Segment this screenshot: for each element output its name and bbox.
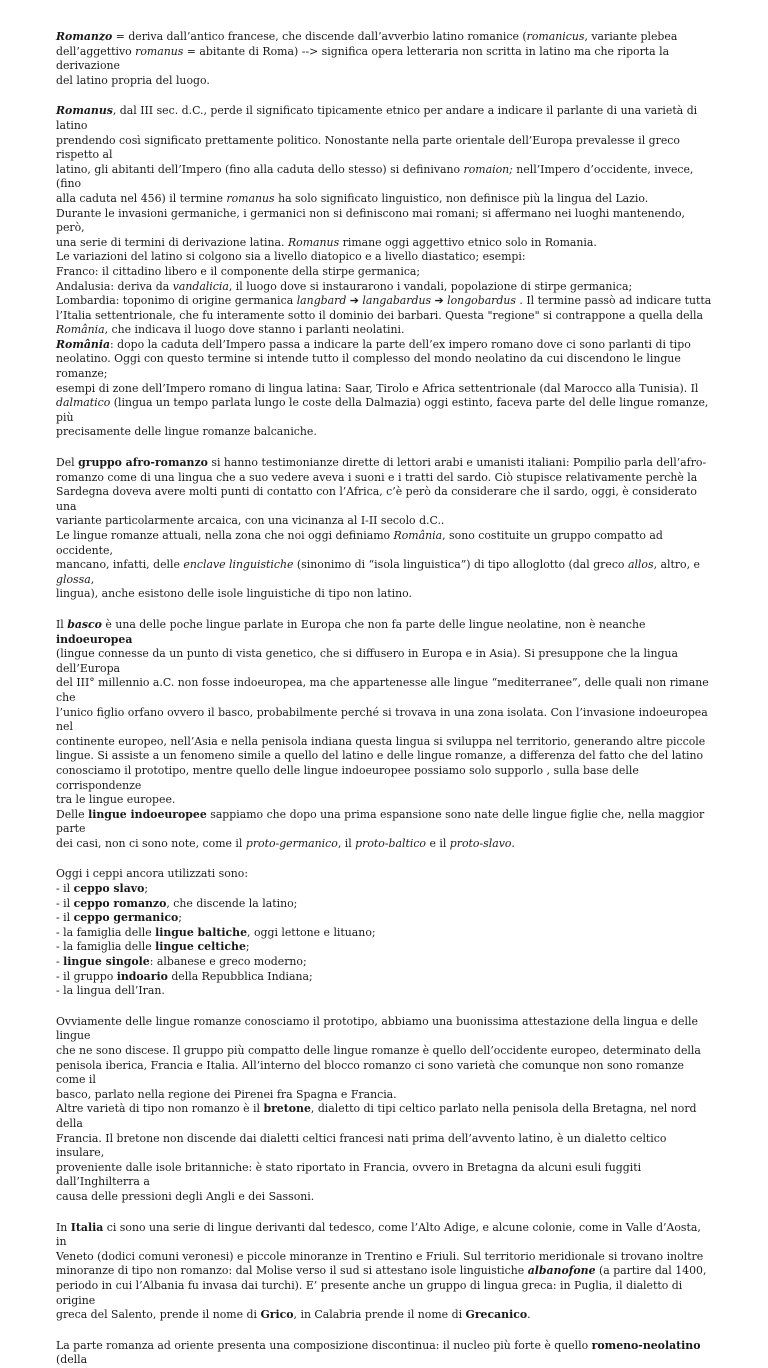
emphasis-text: enclave linguistiche [183,558,294,572]
text-run: nell’Impero d’occidente, invece, (fino [56,162,694,191]
emphasis-text: dalmatico [56,396,111,410]
text-run: causa delle pressioni degli Angli e dei Sassoni. [56,1189,315,1203]
paragraph-romanus [56,104,712,440]
text-run: precisamente delle lingue romanze balcaniche. [56,425,317,439]
text-line [56,749,712,764]
text-run: . [511,836,515,850]
text-run: La parte romanza ad oriente presenta una composizione discontinua: il nucleo più forte è quello [56,1338,592,1352]
emphasis-text: romanus [226,191,275,205]
text-run: Veneto (dodici comuni veronesi) e piccole minoranze in Trentino e Friuli. Sul territorio meridionale si trovano inoltre [56,1249,704,1263]
paragraph-romanzo [56,30,712,88]
text-run: dei casi, non ci sono note, come il [56,836,246,850]
text-run: periodo in cui l’Albania fu invasa dai turchi). E’ presente anche un gruppo di lingua greca: in Puglia, il dialetto di origine [56,1278,683,1307]
text-run: (lingue connesse da un punto di vista genetico, che si diffusero in Europa e in Asia). Si presuppone che la lingua dell’Europa [56,647,679,675]
text-run: dell’aggettivo [56,44,136,58]
text-run: ➔ [346,294,363,308]
text-run: lingue. Si assiste a un fenomeno simile a quello del latino e delle lingue romanze, a differenza del fatto che del latino [56,749,704,763]
text-run: della Repubblica Indiana; [167,969,313,983]
text-run: Le variazioni del latino si colgono sia a livello diatopico e a livello diastatico; esempi: [56,250,526,264]
text-line [56,294,712,309]
emphasis-text: glossa [56,572,91,586]
text-run: alla caduta nel 456) il termine [56,191,227,205]
text-line [56,456,712,471]
emphasis-text: longobardus [447,294,516,308]
text-line [56,1161,712,1190]
text-run: neolatino. Oggi con questo termine si intende tutto il complesso del mondo neolatino da cui discendono le lingue romanze; [56,352,681,381]
text-line [56,735,712,750]
text-run: , oggi lettone e lituano; [247,925,376,939]
text-run: conosciamo il prototipo, mentre quello delle lingue indoeuropee possiamo solo supporlo , sulla base delle corrispondenze [56,763,639,792]
text-line [56,837,712,852]
text-run: Sardegna doveva avere molti punti di contatto con l’Africa, c’è però da considerare che il sardo, oggi, è considerato una [56,485,697,513]
text-run: : albanese e greco moderno; [149,955,307,969]
text-line [56,74,712,89]
emphasis-text: romaion; [463,162,513,176]
text-run: , sono costituite un gruppo compatto ad occidente, [56,529,663,557]
emphasis-text: Grecanico [465,1308,528,1322]
paragraph-afro-romanzo [56,456,712,602]
text-run: = abitante di Roma) --> significa opera letteraria non scritta in latino ma che riporta la derivazione [56,44,670,73]
text-line [56,529,712,558]
text-line [56,485,712,514]
text-run: (della [56,1353,88,1367]
text-run: - la famiglia delle [56,925,156,939]
text-run: Lombardia: toponimo di origine germanica [56,294,297,308]
paragraph-italia [56,1221,712,1323]
text-line [56,1339,712,1368]
emphasis-text: langbard [296,294,347,308]
text-line [56,1015,712,1044]
text-line [56,867,712,882]
text-run: del III° millennio a.C. non fosse indoeuropea, ma che appartenesse alle lingue “mediterranee”, delle quali non rimane che [56,676,709,704]
text-line [56,970,712,985]
text-line [56,984,712,999]
text-line [56,514,712,529]
emphasis-text: proto-germanico [245,836,338,850]
text-line [56,236,712,251]
text-line [56,1264,712,1279]
emphasis-text: România [56,337,111,351]
text-run: variante particolarmente arcaica, con una vicinanza al I-II secolo d.C.. [56,514,445,528]
text-run: - la famiglia delle [56,940,156,954]
text-line [56,45,712,74]
text-run: basco, parlato nella regione dei Pirenei fra Spagna e Francia. [56,1087,397,1101]
text-line [56,104,712,133]
emphasis-text: proto-slavo [449,836,512,850]
text-line [56,676,712,705]
emphasis-text: România [393,529,443,542]
text-run: ha solo significato linguistico, non definisce più la lingua del Lazio. [274,191,649,205]
text-run: Altre varietà di tipo non romanzo è il [56,1102,264,1116]
text-line [56,250,712,265]
text-run: Francia. Il bretone non discende dai dialetti celtici francesi nati prima dell’avvento latino, è un dialetto celtico insulare, [56,1131,667,1160]
text-run: - la lingua dell’Iran. [56,984,165,998]
text-run: - [56,955,64,969]
text-run: Andalusia: deriva da [56,279,173,293]
text-run: In [56,1220,71,1234]
text-run: Del [56,456,79,470]
text-line [56,352,712,381]
text-run: l’Italia settentrionale, che fu interamente sotto il dominio dei barbari. Questa "regione" si contrappone a quella della [56,308,703,322]
text-run: che ne sono discese. Il gruppo più compatto delle lingue romanze è quello dell’occidente europeo, determinato della [56,1044,701,1057]
paragraph-basco [56,618,712,852]
text-run: ; [178,911,182,925]
text-line [56,382,712,397]
text-run: , [90,572,95,586]
text-run: (sinonimo di “isola linguistica”) di tipo alloglotto (dal greco [293,558,628,572]
text-run: sappiamo che dopo una prima espansione sono nate delle lingue figlie che, nella maggior parte [56,807,705,836]
text-line [56,396,712,425]
text-line [56,647,712,676]
text-line [56,558,712,587]
text-run: , il [337,836,356,850]
text-run: ; [144,882,149,896]
text-line [56,1088,712,1103]
emphasis-text: proto-baltico [355,836,426,850]
text-run: ; [245,940,250,954]
text-run: , il luogo dove si instaurarono i vandali, popolazione di stirpe germanica; [228,279,633,293]
text-run: . Il termine passò ad indicare tutta [515,294,712,308]
emphasis-text: Italia [70,1220,104,1234]
text-run: Franco: il cittadino libero e il componente della stirpe germanica; [56,264,421,278]
text-run: , altro, e [653,558,700,572]
text-run: si hanno testimonianze dirette di lettori arabi e umanisti italiani: Pompilio parla dell’afro- [207,456,707,470]
text-line [56,338,712,353]
text-run: = deriva dall’antico francese, che discende dall’avverbio latino romanice ( [112,30,527,43]
text-line [56,1308,712,1323]
text-run: una serie di termini di derivazione latina. [56,235,288,249]
emphasis-text: Romanus [287,235,340,249]
text-line [56,323,712,338]
text-run: romanzo come di una lingua che a suo vedere aveva i suoni e i tratti del sardo. Ciò stupisce relativamente perchè la [56,470,698,484]
text-run: l’unico figlio orfano ovvero il basco, probabilmente perché si trovava in una zona isolata. Con l’invasione indoeuropea nel [56,705,708,734]
text-line [56,926,712,941]
text-line [56,587,712,602]
text-line [56,425,712,440]
text-line [56,1044,712,1059]
text-line [56,1190,712,1205]
emphasis-text: indoeuropea [56,632,133,646]
emphasis-text: lingue indoeuropee [88,807,207,821]
text-run: , in Calabria prende il nome di [293,1308,466,1322]
text-line [56,764,712,793]
text-run: ➔ [431,294,448,308]
text-run: - il [56,896,74,910]
text-run: - il gruppo [56,969,117,983]
text-line [56,207,712,236]
emphasis-text: langabardus [362,294,432,308]
text-line [56,265,712,280]
text-run: Ovviamente delle lingue romanze conosciamo il prototipo, abbiamo una buonissima attestazione della lingua e delle lingue [56,1014,698,1043]
text-run: rimane oggi aggettivo etnico solo in Romania. [339,235,597,249]
text-line [56,309,712,324]
text-line [56,1221,712,1250]
emphasis-text: allos [627,558,654,572]
text-line [56,940,712,955]
text-line [56,30,712,45]
emphasis-text: romanus [135,44,184,58]
text-run: Le lingue romanze attuali, nella zona che noi oggi definiamo [56,529,394,542]
paragraph-ceppi [56,867,712,998]
emphasis-text: vandalicia [172,279,229,293]
emphasis-text: lingue celtiche [155,940,246,954]
text-run: . [527,1308,531,1322]
text-run: , dal III sec. d.C., perde il significato tipicamente etnico per andare a indicare il parlante di una varietà di latino [56,104,698,132]
text-run: esempi di zone dell’Impero romano di lingua latina: Saar, Tirolo e Africa settentrionale (dal Marocco alla Tunisia). Il [56,381,699,395]
emphasis-text: România [56,323,105,337]
text-run: è una delle poche lingue parlate in Europa che non fa parte delle lingue neolatine, non è neanche [101,617,646,631]
emphasis-text: ceppo slavo [73,882,145,896]
emphasis-text: lingue singole [63,955,150,969]
emphasis-text: lingue baltiche [155,925,248,939]
emphasis-text: bretone [263,1102,311,1116]
text-run: greca del Salento, prende il nome di [56,1308,261,1322]
text-run: mancano, infatti, delle [56,558,184,572]
text-line [56,897,712,912]
text-line [56,471,712,486]
text-run: , che discende la latino; [166,896,298,910]
text-line [56,793,712,808]
text-run: e il [425,836,450,850]
text-run: prendendo così significato prettamente politico. Nonostante nella parte orientale dell’Europa prevalesse il greco rispetto al [56,133,680,162]
emphasis-text: gruppo afro-romanzo [78,456,208,470]
paragraph-lingue-romanze [56,1015,712,1205]
emphasis-text: romanicus [526,30,585,43]
text-line [56,1250,712,1265]
text-run: ci sono una serie di lingue derivanti dal tedesco, come l’Alto Adige, e alcune colonie, come in Valle d’Aosta, in [56,1220,701,1249]
text-run: - il [56,882,74,896]
emphasis-text: Romanus [56,104,113,118]
text-line [56,882,712,897]
text-run: (lingua un tempo parlata lungo le coste della Dalmazia) oggi estinto, faceva parte del delle lingue romanze, più [56,396,709,424]
emphasis-text: indoario [116,969,168,983]
paragraph-oriente [56,1339,712,1368]
text-line [56,1132,712,1161]
emphasis-text: romeno-neolatino [591,1338,701,1352]
text-line [56,1279,712,1308]
text-run: : dopo la caduta dell’Impero passa a indicare la parte dell’ex impero romano dove ci sono parlanti di tipo [110,337,691,351]
text-run: , che indicava il luogo dove stanno i parlanti neolatini. [104,323,405,337]
emphasis-text: ceppo germanico [73,911,179,925]
text-run: tra le lingue europee. [56,793,176,807]
text-run: continente europeo, nell’Asia e nella penisola indiana questa lingua si sviluppa nel territorio, generando altre piccole [56,734,706,748]
text-run: Oggi i ceppi ancora utilizzati sono: [56,867,249,881]
text-line [56,808,712,837]
text-line [56,911,712,926]
text-line [56,163,712,192]
emphasis-text: albanofone [527,1264,596,1278]
text-run: , variante plebea [584,30,678,43]
text-run: Delle [56,807,89,821]
text-run: penisola iberica, Francia e Italia. All’interno del blocco romanzo ci sono varietà che comunque non sono romanze come il [56,1058,684,1087]
text-line [56,192,712,207]
emphasis-text: basco [67,617,102,631]
emphasis-text: Romanzo [56,30,113,43]
text-line [56,1102,712,1131]
emphasis-text: Grico [260,1308,294,1322]
text-line [56,955,712,970]
text-run: del latino propria del luogo. [56,73,210,87]
text-line [56,706,712,735]
text-run: - il [56,911,74,925]
text-line [56,1059,712,1088]
text-line [56,280,712,295]
text-run: proveniente dalle isole britanniche: è stato riportato in Francia, ovvero in Bretagna da alcuni esuli fuggiti dall’Inghilterra a [56,1160,642,1189]
text-line [56,618,712,647]
text-run: lingua), anche esistono delle isole linguistiche di tipo non latino. [56,587,412,601]
text-run: Durante le invasioni germaniche, i germanici non si definiscono mai romani; si affermano nei luoghi mantenendo, però, [56,206,685,235]
text-run: minoranze di tipo non romanzo: dal Molise verso il sud si attestano isole linguistiche [56,1264,528,1278]
text-line [56,134,712,163]
text-run: latino, gli abitanti dell’Impero (fino alla caduta dello stesso) si definivano [56,162,464,176]
emphasis-text: ceppo romanzo [73,896,167,910]
text-run: Il [56,617,68,631]
text-run: (a partire dal 1400, [595,1264,707,1278]
text-run: , dialetto di tipi celtico parlato nella penisola della Bretagna, nel nord della [56,1102,697,1130]
